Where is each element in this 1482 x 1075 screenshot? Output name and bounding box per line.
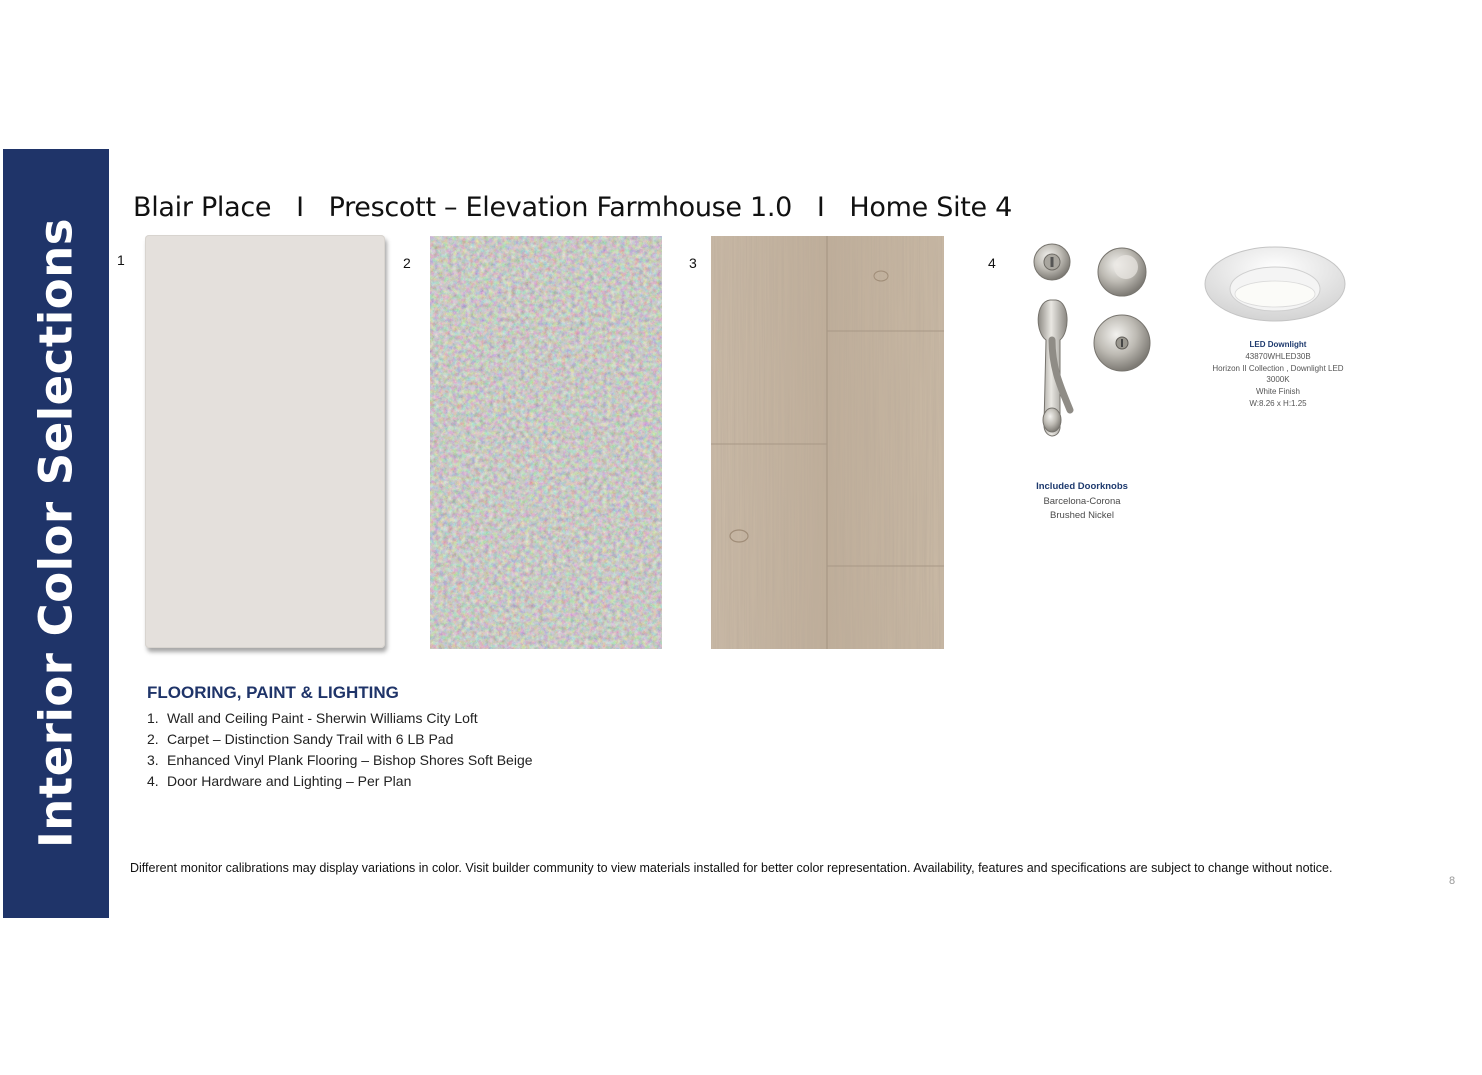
doorknob-set-image — [1030, 240, 1160, 455]
list-item-number: 2. — [147, 731, 159, 747]
downlight-title: LED Downlight — [1249, 340, 1307, 349]
page-number: 8 — [1449, 875, 1456, 887]
swatch-number-3: 3 — [689, 255, 697, 271]
keyed-knob-icon — [1094, 315, 1150, 371]
downlight-dimensions: W:8.26 x H:1.25 — [1249, 398, 1307, 408]
list-item-text: Door Hardware and Lighting – Per Plan — [167, 773, 412, 789]
deadbolt-icon — [1034, 244, 1070, 280]
doorknobs-finish: Brushed Nickel — [1050, 510, 1114, 521]
list-item — [147, 708, 533, 729]
page-title: Blair Place I Prescott – Elevation Farmhouse 1.0 I Home Site 4 — [133, 192, 1013, 223]
list-item-number: 3. — [147, 752, 159, 768]
doorknobs-caption — [1020, 480, 1144, 524]
downlight-model: 43870WHLED30B — [1245, 351, 1311, 361]
led-downlight-image — [1202, 244, 1348, 324]
paint-swatch — [145, 235, 385, 648]
handleset-icon — [1038, 300, 1070, 436]
disclaimer-text: Different monitor calibrations may display variations in color. Visit builder community to view materials installed for better color representation. Availability, features and specifications are subject to change without notice. — [130, 861, 1333, 875]
swatch-number-1: 1 — [117, 252, 125, 268]
list-item-text: Wall and Ceiling Paint - Sherwin Williams City Loft — [167, 710, 478, 726]
carpet-swatch — [430, 236, 662, 649]
downlight-finish: White Finish — [1255, 387, 1300, 397]
downlight-caption — [1193, 339, 1363, 410]
doorknobs-title: Included Doorknobs — [1036, 481, 1128, 492]
list-item-number: 1. — [147, 710, 159, 726]
wood-grain-texture — [711, 236, 944, 649]
list-item-number: 4. — [147, 773, 159, 789]
list-item-text: Carpet – Distinction Sandy Trail with 6 LB Pad — [167, 731, 454, 747]
list-item — [147, 771, 533, 792]
swatch-number-4: 4 — [988, 255, 996, 271]
downlight-collection: Horizon II Collection , Downlight LED — [1212, 363, 1344, 373]
carpet-texture — [430, 236, 662, 649]
specs-list — [147, 708, 533, 792]
doorknobs-model: Barcelona-Corona — [1043, 495, 1121, 507]
list-item — [147, 750, 533, 771]
list-item-text: Enhanced Vinyl Plank Flooring – Bishop Shores Soft Beige — [167, 752, 533, 768]
list-item — [147, 729, 533, 750]
swatch-number-2: 2 — [403, 255, 411, 271]
passage-knob-icon — [1098, 248, 1146, 296]
specs-heading: FLOORING, PAINT & LIGHTING — [147, 683, 399, 702]
sidebar-title: Interior Color Selections — [29, 217, 83, 849]
downlight-temperature: 3000K — [1266, 375, 1290, 385]
vinyl-plank-swatch — [711, 236, 944, 649]
